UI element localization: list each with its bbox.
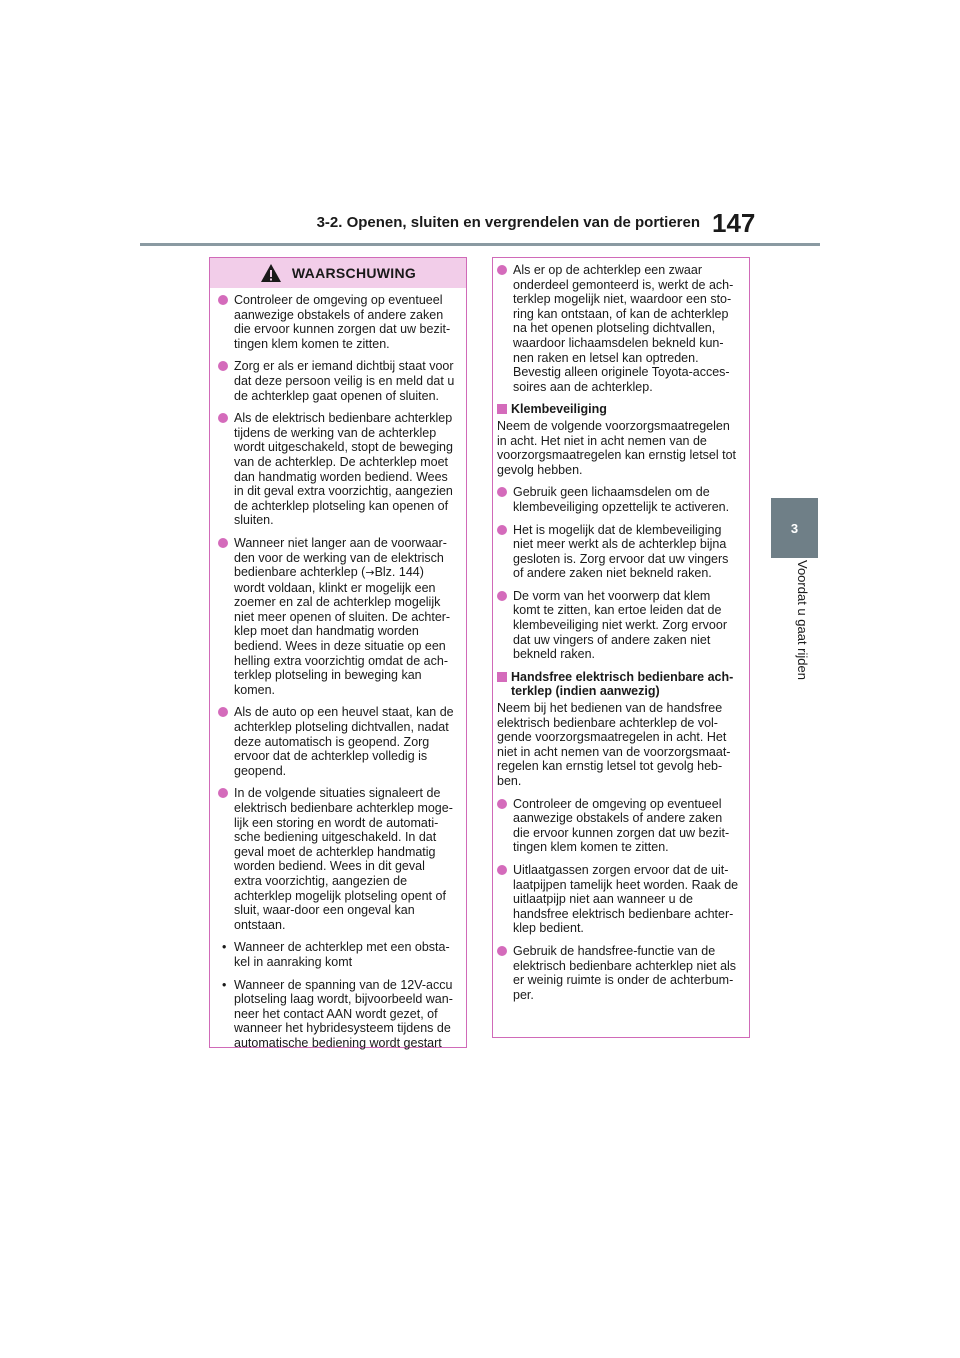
header-title: 3-2. Openen, sluiten en vergrendelen van de portieren (316, 214, 700, 231)
sub-item (218, 978, 456, 1051)
header-rule (140, 243, 820, 246)
bullet-icon (218, 707, 228, 717)
item-text: Als de elektrisch bedienbare achterklep tijdens de werking van de achterklep wordt uitgeschakeld, stopt de beweging van de achterklep. De achterklep moet dan handmatig worden bediend. Wees in dit geval extra voorzichtig, aangezien de achterklep plotseling kan openen of sluiten. (234, 411, 453, 528)
arrow-icon: → (365, 566, 375, 580)
item-text: Wanneer de achterklep met een obsta-kel in aanraking komt (234, 940, 450, 969)
list-item (218, 293, 456, 351)
warning-body (210, 288, 466, 1051)
warning-heading: WAARSCHUWING (291, 265, 417, 281)
item-text: Wanneer de spanning van de 12V-accu plotseling laag wordt, bijvoorbeeld wan-neer het contact AAN wordt gezet, of wanneer het hybridesysteem tijdens de automatische bediening wordt gestart (234, 977, 453, 1050)
page-number: 147 (712, 208, 756, 238)
section-paragraph: Neem de volgende voorzorgsmaatregelen in acht. Het niet in acht nemen van de voorzorgsmaatregelen kan ernstig letsel tot gevolg hebben. (497, 418, 737, 477)
item-text: Het is mogelijk dat de klembeveiliging niet meer werkt als de achterklep bijna gesloten is. Zorg ervoor dat uw vingers of andere zaken niet bekneld raken. (513, 522, 729, 581)
item-text: Gebruik geen lichaamsdelen om de klembeveiliging opzettelijk te activeren. (513, 485, 730, 514)
item-text: Controleer de omgeving op eventueel aanwezige obstakels of andere zaken die ervoor kunnen zorgen dat uw bezit-tingen klem komen te zitten. (513, 796, 730, 855)
bullet-icon (218, 788, 228, 798)
chapter-tab[interactable] (771, 498, 818, 558)
square-bullet-icon (497, 404, 507, 414)
list-item (497, 263, 739, 394)
list-item (497, 944, 739, 1002)
bullet-icon (497, 591, 507, 601)
item-text: De vorm van het voorwerp dat klem komt te zitten, kan ertoe leiden dat de klembeveiliging niet werkt. Zorg ervoor dat uw vingers of andere zaken niet bekneld raken. (513, 588, 727, 662)
warning-box (209, 257, 467, 1048)
section-heading-klembeveiliging: Klembeveiliging (497, 402, 739, 417)
list-item (218, 359, 456, 403)
item-text: Als er op de achterklep een zwaar onderdeel gemonteerd is, werkt de ach-terklep mogelijk niet, waardoor een sto-ring kan ontstaan, of kan de achterklep na het openen plotseling dichtvallen, waardoor lichaamsdelen bekneld kun-nen raken en letsel kan optreden. Bevestig alleen originele Toyota-acces-soires aan de achterklep. (513, 263, 734, 394)
bullet-icon (497, 946, 507, 956)
section-heading-handsfree: Handsfree elektrisch bedienbare ach-terklep (indien aanwezig) (497, 670, 739, 699)
item-text: Controleer de omgeving op eventueel aanwezige obstakels of andere zaken die ervoor kunnen zorgen dat uw bezit-tingen klem komen te zitten. (234, 293, 451, 351)
warning-header (210, 258, 466, 288)
list-item (218, 411, 456, 528)
bullet-icon (497, 265, 507, 275)
item-text: Zorg er als er iemand dichtbij staat voor dat deze persoon veilig is en meld dat u de achterklep gaat openen of sluiten. (234, 359, 455, 403)
sub-item (218, 940, 456, 969)
list-item (218, 536, 456, 698)
square-bullet-icon (497, 672, 507, 682)
list-item (497, 589, 739, 662)
section-paragraph: Neem bij het bedienen van de handsfree elektrisch bedienbare achterklep de vol-gende voorzorgsmaatregelen in acht. Het niet in acht nemen van de voorzorgsmaat-regelen kan ernstig letsel tot gevolg heb-ben. (497, 701, 731, 788)
item-text: Gebruik de handsfree-functie van de elektrisch bedienbare achterklep niet als er weinig ruimte is onder de achterbum-per. (513, 943, 737, 1002)
item-text: ) wordt voldaan, klinkt er mogelijk een zoemer en zal de achterklep mogelijk niet meer openen of sluiten. De achter-klep moet dan handmatig worden bediend. Wees in deze situatie op een helling extra voorzichtig omdat de ach-terklep plotseling in beweging kan komen. (234, 565, 451, 697)
right-warning-box (492, 257, 750, 1038)
page-reference-link[interactable]: Blz. 144 (374, 565, 420, 580)
bullet-icon (218, 361, 228, 371)
list-item (218, 786, 456, 932)
bullet-icon (497, 525, 507, 535)
item-text: Als de auto op een heuvel staat, kan de achterklep plotseling dichtvallen, nadat deze automatisch is geopend. Zorg ervoor dat de achterklep volledig is geopend. (234, 705, 454, 778)
chapter-number: 3 (790, 520, 799, 536)
list-item (218, 705, 456, 778)
list-item (497, 523, 739, 581)
bullet-icon (218, 413, 228, 423)
bullet-icon (497, 865, 507, 875)
bullet-icon (218, 538, 228, 548)
sub-bullet-icon: • (222, 940, 227, 955)
list-item (497, 485, 739, 514)
list-item (497, 863, 739, 936)
list-item (497, 797, 739, 855)
sub-bullet-icon: • (222, 977, 227, 992)
warning-triangle-icon (260, 263, 282, 283)
bullet-icon (497, 799, 507, 809)
chapter-title: Voordat u gaat rijden (795, 560, 810, 680)
bullet-icon (497, 487, 507, 497)
bullet-icon (218, 295, 228, 305)
item-text: Uitlaatgassen zorgen ervoor dat de uit-laatpijpen tamelijk heet worden. Raak de uitlaatpijp niet aan wanneer u de handsfree elektrisch bedienbare achter-klep bedient. (513, 862, 739, 936)
item-text: In de volgende situaties signaleert de elektrisch bedienbare achterklep moge-lijk een storing en wordt de automati-sche bediening uitgeschakeld. In dat geval moet de achterklep handmatig worden bediend. Wees in dit geval extra voorzichtig, aangezien de achterklep mogelijk plotseling opent of sluit, waar-door een ongeval kan ontstaan. (234, 786, 453, 932)
item-text: Wanneer niet langer aan de voorwaar-den voor de werking van de elektrisch bedienbare achterklep ( (234, 535, 447, 580)
